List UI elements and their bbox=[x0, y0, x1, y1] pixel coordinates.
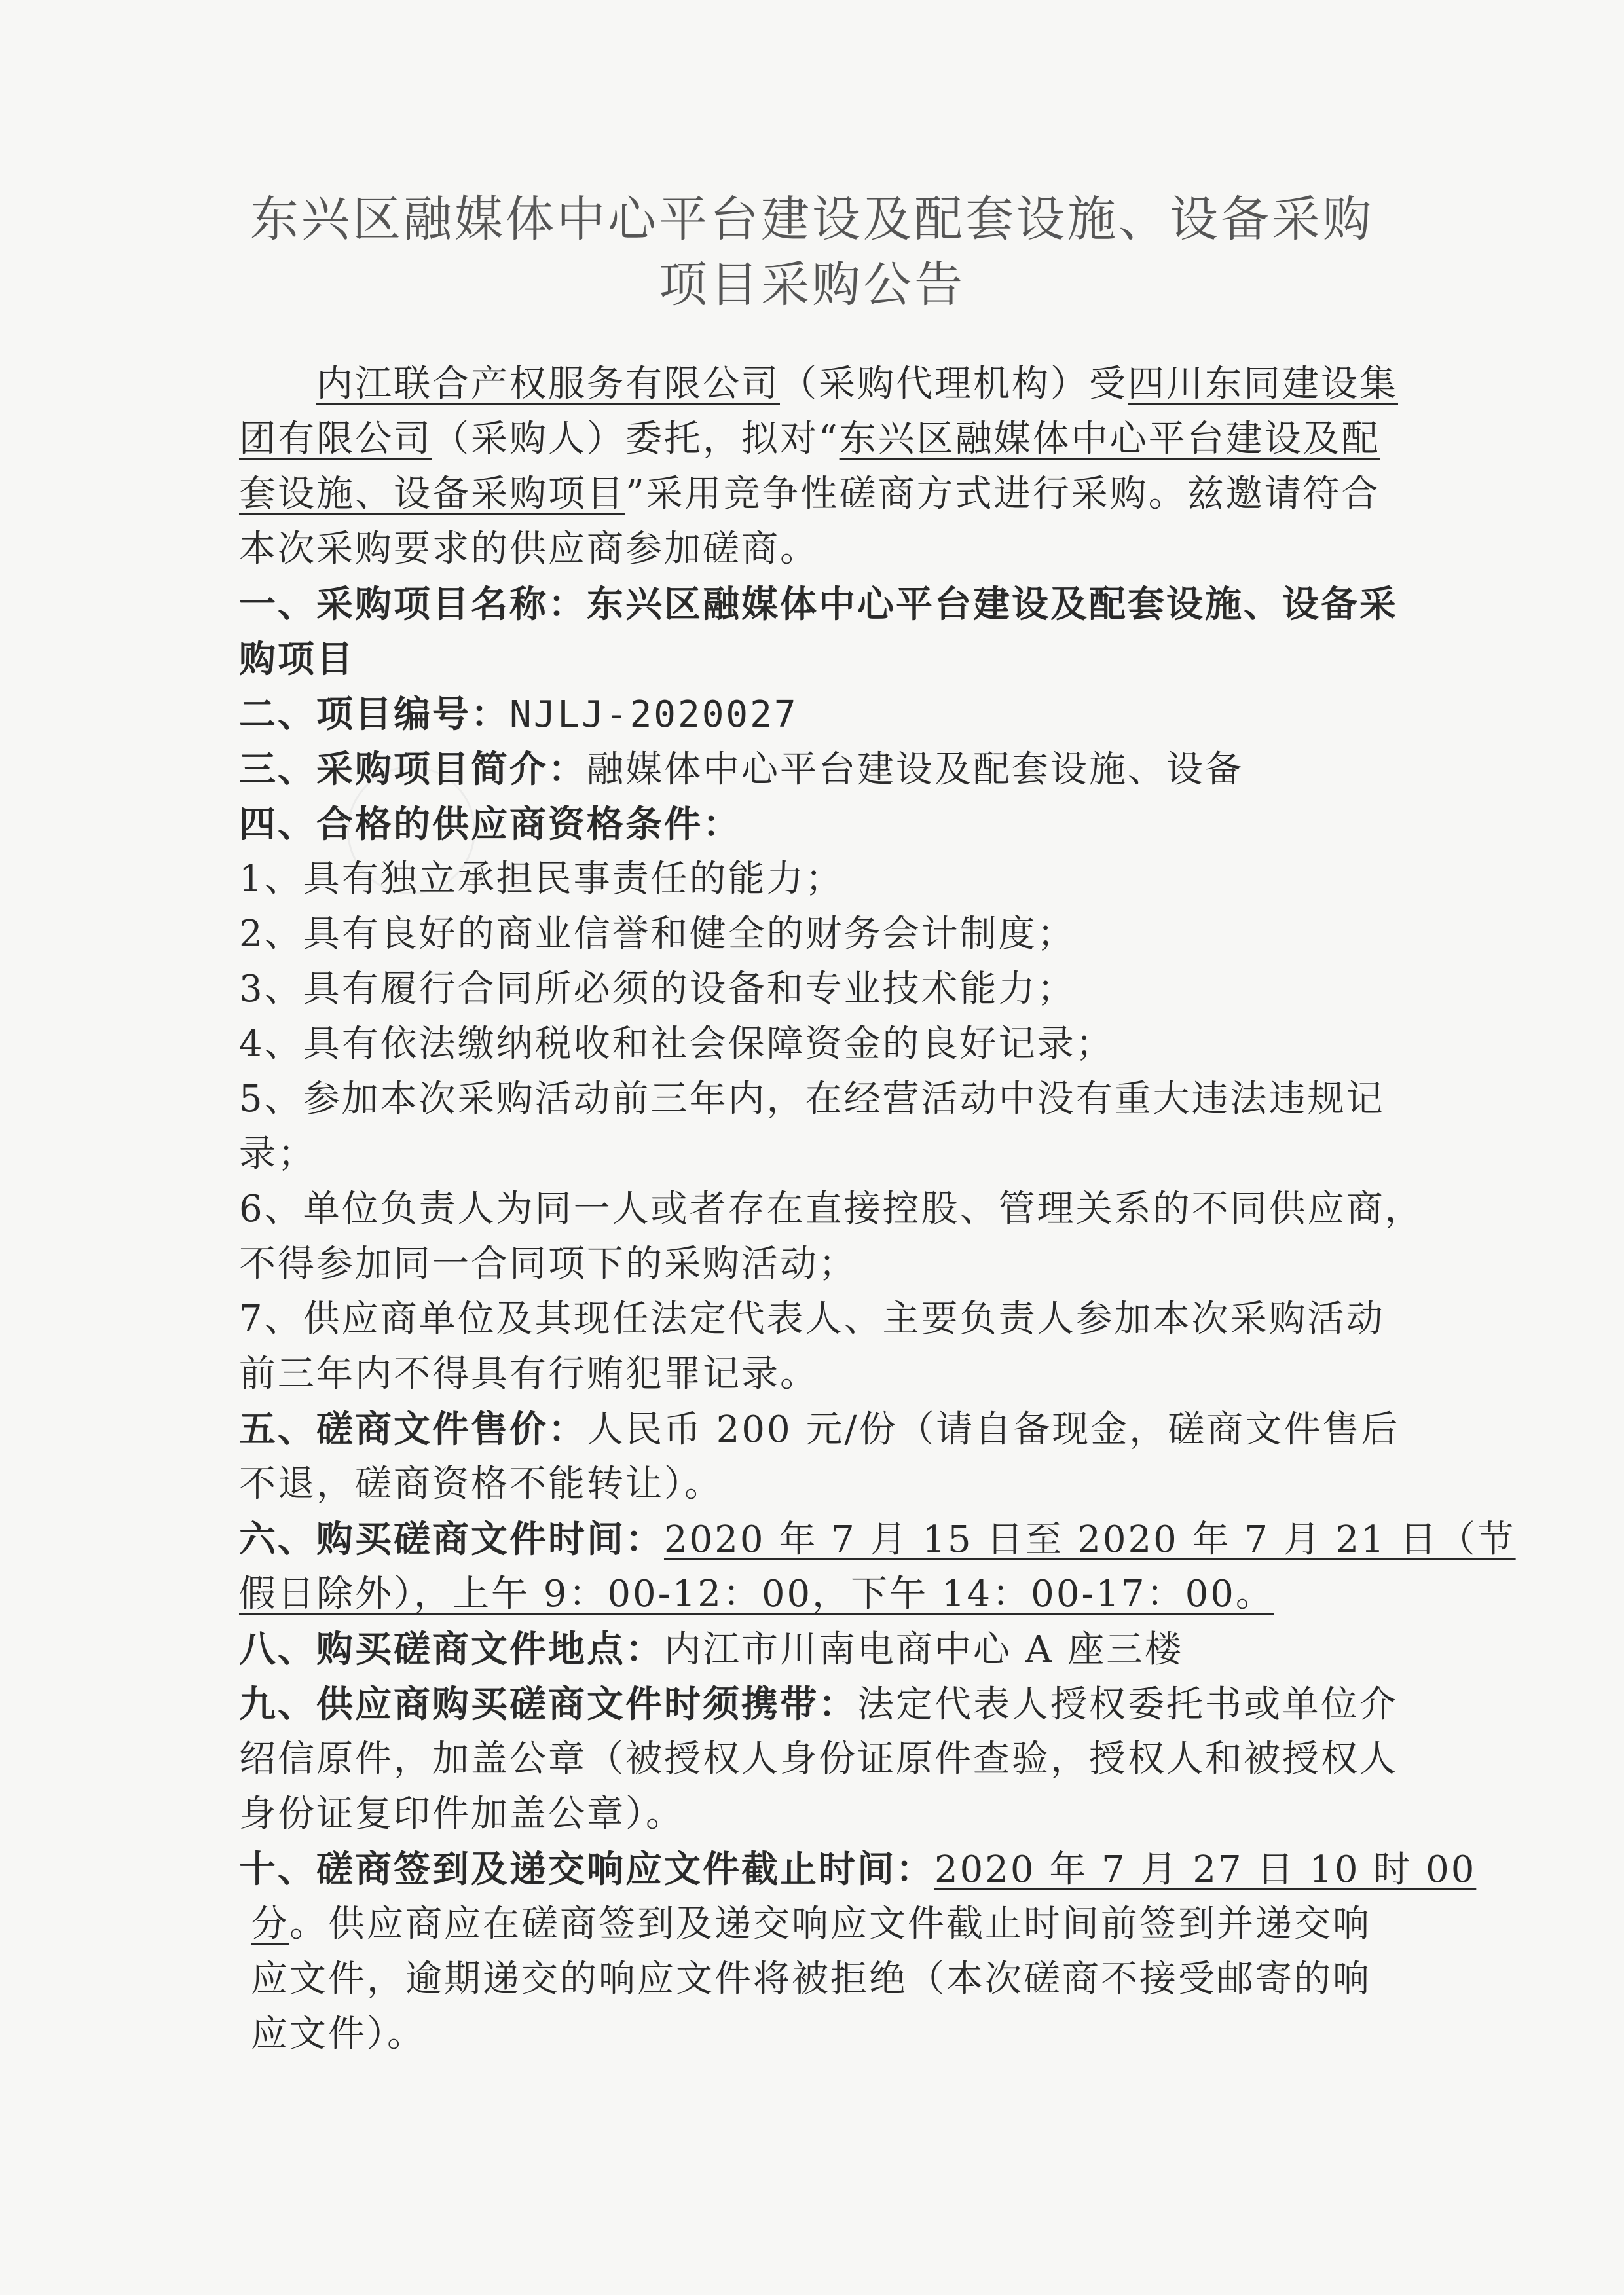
document-title bbox=[236, 187, 1388, 318]
qualification-item: 3、具有履行合同所必须的设备和专业技术能力； bbox=[239, 968, 1076, 1010]
section-4-label: 四、合格的供应商资格条件： bbox=[239, 803, 741, 846]
section-2-label: 二、项目编号： bbox=[239, 693, 509, 736]
deadline-part-1: 2020 年 7 月 27 日 10 时 00 bbox=[934, 1848, 1477, 1891]
section-3 bbox=[239, 742, 1378, 797]
intro-line-2: 团有限公司（采购人）委托，拟对“东兴区融媒体中心平台建设及配 bbox=[239, 418, 1380, 460]
section-5-line-2: 不退，磋商资格不能转让）。 bbox=[239, 1463, 723, 1505]
qualification-item: 前三年内不得具有行贿犯罪记录。 bbox=[239, 1353, 819, 1395]
purchase-time-part-1: 2020 年 7 月 15 日至 2020 年 7 月 21 日（节 bbox=[664, 1518, 1516, 1561]
qualification-item: 4、具有依法缴纳税收和社会保障资金的良好记录； bbox=[239, 1023, 1115, 1065]
section-1-line-2: 购项目 bbox=[239, 638, 355, 681]
section-9-line-3: 身份证复印件加盖公章）。 bbox=[239, 1793, 684, 1835]
section-6-line-1 bbox=[239, 1512, 1516, 1567]
section-1-line-1 bbox=[239, 577, 1398, 632]
qualification-item: 录； bbox=[239, 1133, 316, 1175]
section-10-line-2: 分。供应商应在磋商签到及递交响应文件截止时间前签到并递交响 bbox=[251, 1903, 1371, 1945]
qualification-item: 6、单位负责人为同一人或者存在直接控股、管理关系的不同供应商， bbox=[239, 1188, 1424, 1230]
title-line-2: 项目采购公告 bbox=[659, 257, 965, 313]
project-name-part-1: 东兴区融媒体中心平台建设及配 bbox=[839, 418, 1380, 460]
deadline-part-2: 分 bbox=[251, 1903, 289, 1945]
title-line-1: 东兴区融媒体中心平台建设及配套设施、设备采购 bbox=[250, 191, 1374, 248]
qualification-item: 7、供应商单位及其现任法定代表人、主要负责人参加本次采购活动 bbox=[239, 1298, 1385, 1340]
document-body bbox=[239, 357, 1516, 2062]
section-8-label: 八、购买磋商文件地点： bbox=[239, 1628, 664, 1671]
section-3-value: 融媒体中心平台建设及配套设施、设备 bbox=[587, 748, 1244, 791]
section-1-value: 东兴区融媒体中心平台建设及配套设施、设备采 bbox=[587, 583, 1398, 626]
section-2 bbox=[239, 687, 1378, 742]
section-1-label: 一、采购项目名称： bbox=[239, 583, 587, 626]
section-6-line-2 bbox=[239, 1567, 1378, 1622]
agency-name: 内江联合产权服务有限公司 bbox=[316, 363, 780, 405]
section-8 bbox=[239, 1622, 1378, 1677]
section-10-line-4: 应文件）。 bbox=[251, 2013, 426, 2055]
qualification-item: 不得参加同一合同项下的采购活动； bbox=[239, 1243, 857, 1285]
project-name-part-2: 套设施、设备采购项目 bbox=[239, 473, 625, 515]
section-3-label: 三、采购项目简介： bbox=[239, 748, 587, 791]
qualification-item: 5、参加本次采购活动前三年内，在经营活动中没有重大违法违规记 bbox=[239, 1078, 1385, 1120]
project-code: NJLJ-2020027 bbox=[509, 693, 798, 736]
section-10-label: 十、磋商签到及递交响应文件截止时间： bbox=[239, 1848, 934, 1891]
intro-line-1: 内江联合产权服务有限公司（采购代理机构）受四川东同建设集 bbox=[316, 363, 1398, 405]
purchase-location: 内江市川南电商中心 A 座三楼 bbox=[664, 1628, 1184, 1671]
section-10-line-1 bbox=[239, 1842, 1477, 1897]
section-5-label: 五、磋商文件售价： bbox=[239, 1408, 587, 1451]
purchase-time-part-2: 假日除外），上午 9：00-12：00，下午 14：00-17：00。 bbox=[239, 1573, 1274, 1615]
price-value: 人民币 200 元/份（请自备现金，磋商文件售后 bbox=[587, 1408, 1400, 1451]
section-6-label: 六、购买磋商文件时间： bbox=[239, 1518, 664, 1561]
intro-line-4: 本次采购要求的供应商参加磋商。 bbox=[239, 528, 819, 570]
intro-line-3: 套设施、设备采购项目”采用竞争性磋商方式进行采购。兹邀请符合 bbox=[239, 473, 1380, 515]
qualification-item: 2、具有良好的商业信誉和健全的财务会计制度； bbox=[239, 913, 1076, 955]
qualification-item: 1、具有独立承担民事责任的能力； bbox=[239, 858, 844, 900]
buyer-name-part-2: 团有限公司 bbox=[239, 418, 432, 460]
section-9-label: 九、供应商购买磋商文件时须携带： bbox=[239, 1683, 857, 1726]
section-10-line-3: 应文件，逾期递交的响应文件将被拒绝（本次磋商不接受邮寄的响 bbox=[251, 1958, 1371, 2000]
section-9-line-2: 绍信原件，加盖公章（被授权人身份证原件查验，授权人和被授权人 bbox=[239, 1738, 1398, 1780]
buyer-name-part-1: 四川东同建设集 bbox=[1128, 363, 1398, 405]
section-5-line-1 bbox=[239, 1402, 1400, 1457]
section-9-line-1: 九、供应商购买磋商文件时须携带：法定代表人授权委托书或单位介 bbox=[239, 1683, 1398, 1726]
